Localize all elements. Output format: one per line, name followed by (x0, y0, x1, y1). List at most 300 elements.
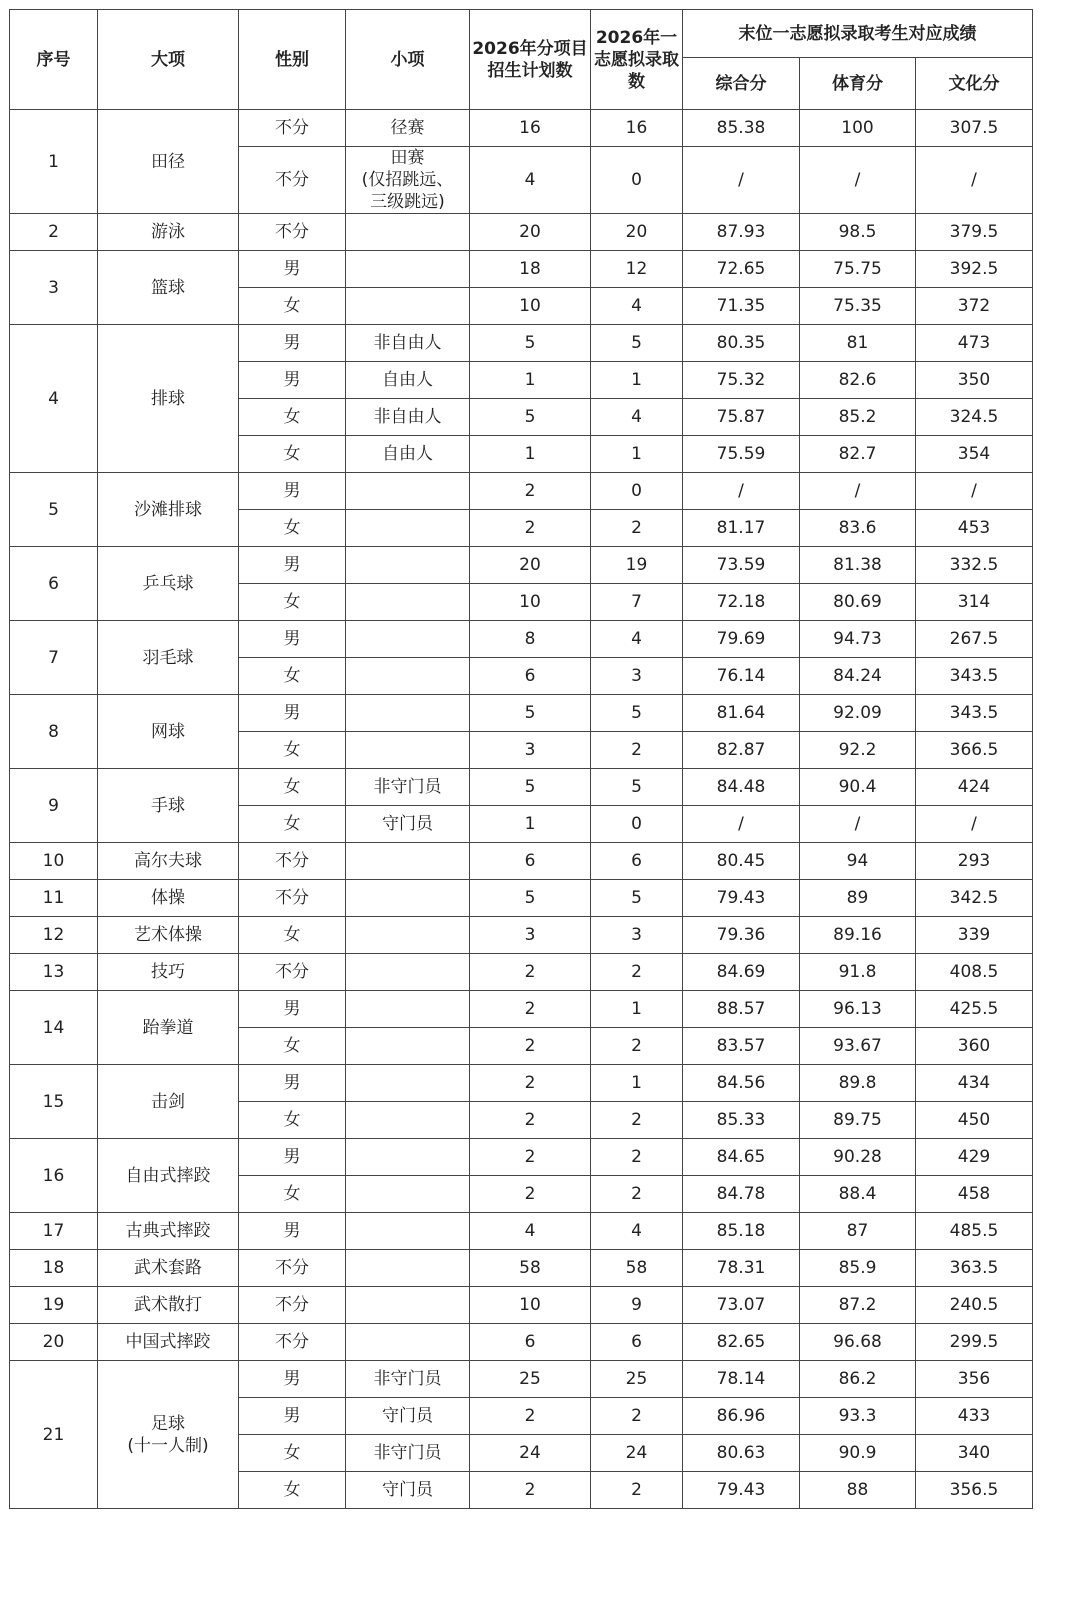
plan-cell: 24 (470, 1435, 591, 1472)
subitem-cell (346, 1065, 470, 1102)
total-score-cell: 88.57 (683, 991, 800, 1028)
total-score-cell: 81.64 (683, 695, 800, 732)
sport-score-cell: 96.13 (800, 991, 916, 1028)
admit-cell: 2 (591, 1176, 683, 1213)
subitem-cell (346, 917, 470, 954)
category-cell: 自由式摔跤 (98, 1139, 239, 1213)
gender-cell: 男 (239, 1213, 346, 1250)
total-score-cell: 75.32 (683, 362, 800, 399)
culture-score-cell: / (916, 147, 1033, 214)
subitem-cell: 守门员 (346, 806, 470, 843)
table-row (10, 1287, 1033, 1324)
admit-cell: 1 (591, 436, 683, 473)
culture-score-cell: 356.5 (916, 1472, 1033, 1509)
table-row (10, 843, 1033, 880)
sport-score-cell: 75.35 (800, 288, 916, 325)
plan-cell: 3 (470, 732, 591, 769)
subitem-cell (346, 954, 470, 991)
subitem-cell (346, 251, 470, 288)
sport-score-cell: / (800, 147, 916, 214)
header-total-score: 综合分 (683, 58, 800, 110)
plan-cell: 2 (470, 991, 591, 1028)
gender-cell: 女 (239, 658, 346, 695)
seq-cell: 17 (10, 1213, 98, 1250)
gender-cell: 不分 (239, 110, 346, 147)
header-gender: 性别 (239, 10, 346, 110)
seq-cell: 21 (10, 1361, 98, 1509)
plan-cell: 2 (470, 473, 591, 510)
culture-score-cell: 429 (916, 1139, 1033, 1176)
subitem-cell (346, 510, 470, 547)
seq-cell: 6 (10, 547, 98, 621)
culture-score-cell: 350 (916, 362, 1033, 399)
sport-score-cell: 92.2 (800, 732, 916, 769)
gender-cell: 不分 (239, 954, 346, 991)
total-score-cell: 79.43 (683, 1472, 800, 1509)
plan-cell: 6 (470, 1324, 591, 1361)
category-cell: 沙滩排球 (98, 473, 239, 547)
plan-cell: 2 (470, 954, 591, 991)
plan-cell: 5 (470, 325, 591, 362)
subitem-cell (346, 584, 470, 621)
seq-cell: 1 (10, 110, 98, 214)
culture-score-cell: 453 (916, 510, 1033, 547)
gender-cell: 女 (239, 399, 346, 436)
category-cell: 中国式摔跤 (98, 1324, 239, 1361)
sport-score-cell: 90.28 (800, 1139, 916, 1176)
gender-cell: 女 (239, 584, 346, 621)
admit-cell: 1 (591, 1065, 683, 1102)
sport-score-cell: 90.9 (800, 1435, 916, 1472)
gender-cell: 不分 (239, 880, 346, 917)
sport-score-cell: 81.38 (800, 547, 916, 584)
header-admit: 2026年一志愿拟录取数 (591, 10, 683, 110)
subitem-cell (346, 991, 470, 1028)
sport-score-cell: 88.4 (800, 1176, 916, 1213)
gender-cell: 男 (239, 1065, 346, 1102)
category-cell: 乒乓球 (98, 547, 239, 621)
culture-score-cell: 363.5 (916, 1250, 1033, 1287)
table-row (10, 917, 1033, 954)
admit-cell: 6 (591, 1324, 683, 1361)
plan-cell: 10 (470, 1287, 591, 1324)
admit-cell: 2 (591, 1398, 683, 1435)
seq-cell: 18 (10, 1250, 98, 1287)
culture-score-cell: 324.5 (916, 399, 1033, 436)
subitem-cell: 径赛 (346, 110, 470, 147)
subitem-cell: 田赛 (仅招跳远、 三级跳远) (346, 147, 470, 214)
admit-cell: 20 (591, 214, 683, 251)
admit-cell: 2 (591, 1472, 683, 1509)
total-score-cell: 84.65 (683, 1139, 800, 1176)
plan-cell: 6 (470, 843, 591, 880)
total-score-cell: 73.59 (683, 547, 800, 584)
culture-score-cell: / (916, 806, 1033, 843)
gender-cell: 男 (239, 547, 346, 584)
subitem-cell (346, 843, 470, 880)
table-row (10, 214, 1033, 251)
admit-cell: 19 (591, 547, 683, 584)
total-score-cell: 79.43 (683, 880, 800, 917)
seq-cell: 20 (10, 1324, 98, 1361)
plan-cell: 4 (470, 147, 591, 214)
subitem-cell (346, 732, 470, 769)
gender-cell: 女 (239, 1028, 346, 1065)
sport-score-cell: 92.09 (800, 695, 916, 732)
table-row (10, 954, 1033, 991)
plan-cell: 16 (470, 110, 591, 147)
seq-cell: 14 (10, 991, 98, 1065)
admit-cell: 0 (591, 473, 683, 510)
sport-score-cell: 91.8 (800, 954, 916, 991)
gender-cell: 男 (239, 695, 346, 732)
gender-cell: 女 (239, 806, 346, 843)
culture-score-cell: / (916, 473, 1033, 510)
subitem-cell: 非守门员 (346, 1361, 470, 1398)
category-cell: 体操 (98, 880, 239, 917)
admit-cell: 7 (591, 584, 683, 621)
admit-cell: 12 (591, 251, 683, 288)
admit-cell: 5 (591, 695, 683, 732)
sport-score-cell: 93.67 (800, 1028, 916, 1065)
admit-cell: 58 (591, 1250, 683, 1287)
culture-score-cell: 473 (916, 325, 1033, 362)
category-cell: 排球 (98, 325, 239, 473)
subitem-cell (346, 1028, 470, 1065)
sport-score-cell: 87 (800, 1213, 916, 1250)
plan-cell: 1 (470, 806, 591, 843)
sport-score-cell: 86.2 (800, 1361, 916, 1398)
seq-cell: 8 (10, 695, 98, 769)
seq-cell: 9 (10, 769, 98, 843)
table-row (10, 547, 1033, 584)
gender-cell: 女 (239, 732, 346, 769)
admit-cell: 4 (591, 1213, 683, 1250)
subitem-cell (346, 1102, 470, 1139)
category-cell: 击剑 (98, 1065, 239, 1139)
admit-cell: 4 (591, 621, 683, 658)
total-score-cell: 84.56 (683, 1065, 800, 1102)
admit-cell: 0 (591, 806, 683, 843)
table-row (10, 695, 1033, 732)
sport-score-cell: 96.68 (800, 1324, 916, 1361)
total-score-cell: 75.59 (683, 436, 800, 473)
plan-cell: 25 (470, 1361, 591, 1398)
gender-cell: 男 (239, 991, 346, 1028)
admit-cell: 1 (591, 362, 683, 399)
total-score-cell: 85.33 (683, 1102, 800, 1139)
subitem-cell (346, 880, 470, 917)
subitem-cell (346, 1250, 470, 1287)
plan-cell: 5 (470, 769, 591, 806)
header-plan: 2026年分项目招生计划数 (470, 10, 591, 110)
category-cell: 武术套路 (98, 1250, 239, 1287)
culture-score-cell: 424 (916, 769, 1033, 806)
gender-cell: 男 (239, 1139, 346, 1176)
admit-cell: 2 (591, 1028, 683, 1065)
gender-cell: 女 (239, 436, 346, 473)
subitem-cell (346, 621, 470, 658)
header-seq: 序号 (10, 10, 98, 110)
gender-cell: 不分 (239, 1287, 346, 1324)
table-body (10, 110, 1033, 1509)
culture-score-cell: 458 (916, 1176, 1033, 1213)
sport-score-cell: 89.8 (800, 1065, 916, 1102)
admit-cell: 6 (591, 843, 683, 880)
subitem-cell: 非守门员 (346, 769, 470, 806)
gender-cell: 女 (239, 510, 346, 547)
gender-cell: 不分 (239, 214, 346, 251)
category-cell: 手球 (98, 769, 239, 843)
plan-cell: 20 (470, 214, 591, 251)
category-cell: 古典式摔跤 (98, 1213, 239, 1250)
sport-score-cell: 81 (800, 325, 916, 362)
gender-cell: 男 (239, 1361, 346, 1398)
total-score-cell: 72.65 (683, 251, 800, 288)
subitem-cell (346, 695, 470, 732)
gender-cell: 女 (239, 1176, 346, 1213)
admit-cell: 4 (591, 288, 683, 325)
total-score-cell: 84.78 (683, 1176, 800, 1213)
plan-cell: 10 (470, 288, 591, 325)
admit-cell: 3 (591, 658, 683, 695)
culture-score-cell: 314 (916, 584, 1033, 621)
culture-score-cell: 408.5 (916, 954, 1033, 991)
plan-cell: 5 (470, 695, 591, 732)
admit-cell: 16 (591, 110, 683, 147)
admit-cell: 24 (591, 1435, 683, 1472)
total-score-cell: 78.14 (683, 1361, 800, 1398)
total-score-cell: 82.65 (683, 1324, 800, 1361)
total-score-cell: 72.18 (683, 584, 800, 621)
header-culture-score: 文化分 (916, 58, 1033, 110)
total-score-cell: 84.69 (683, 954, 800, 991)
table-row (10, 991, 1033, 1028)
admit-cell: 2 (591, 954, 683, 991)
plan-cell: 6 (470, 658, 591, 695)
culture-score-cell: 307.5 (916, 110, 1033, 147)
seq-cell: 19 (10, 1287, 98, 1324)
subitem-cell (346, 1324, 470, 1361)
seq-cell: 4 (10, 325, 98, 473)
gender-cell: 女 (239, 1472, 346, 1509)
admit-cell: 1 (591, 991, 683, 1028)
table-row (10, 621, 1033, 658)
subitem-cell: 守门员 (346, 1398, 470, 1435)
culture-score-cell: 366.5 (916, 732, 1033, 769)
plan-cell: 2 (470, 1065, 591, 1102)
subitem-cell: 非自由人 (346, 399, 470, 436)
sport-score-cell: 82.7 (800, 436, 916, 473)
subitem-cell (346, 214, 470, 251)
table-row (10, 1065, 1033, 1102)
header-category: 大项 (98, 10, 239, 110)
seq-cell: 16 (10, 1139, 98, 1213)
culture-score-cell: 240.5 (916, 1287, 1033, 1324)
admit-cell: 3 (591, 917, 683, 954)
culture-score-cell: 356 (916, 1361, 1033, 1398)
sport-score-cell: 93.3 (800, 1398, 916, 1435)
total-score-cell: 79.69 (683, 621, 800, 658)
total-score-cell: 78.31 (683, 1250, 800, 1287)
culture-score-cell: 485.5 (916, 1213, 1033, 1250)
plan-cell: 18 (470, 251, 591, 288)
culture-score-cell: 433 (916, 1398, 1033, 1435)
culture-score-cell: 392.5 (916, 251, 1033, 288)
seq-cell: 10 (10, 843, 98, 880)
sport-score-cell: 94.73 (800, 621, 916, 658)
gender-cell: 男 (239, 1398, 346, 1435)
plan-cell: 20 (470, 547, 591, 584)
gender-cell: 男 (239, 251, 346, 288)
sport-score-cell: 80.69 (800, 584, 916, 621)
sport-score-cell: 85.9 (800, 1250, 916, 1287)
subitem-cell: 自由人 (346, 362, 470, 399)
table-row (10, 769, 1033, 806)
total-score-cell: 73.07 (683, 1287, 800, 1324)
sport-score-cell: 85.2 (800, 399, 916, 436)
admit-cell: 0 (591, 147, 683, 214)
admit-cell: 9 (591, 1287, 683, 1324)
subitem-cell (346, 658, 470, 695)
culture-score-cell: 332.5 (916, 547, 1033, 584)
table-row (10, 880, 1033, 917)
total-score-cell: 71.35 (683, 288, 800, 325)
plan-cell: 2 (470, 1028, 591, 1065)
plan-cell: 10 (470, 584, 591, 621)
gender-cell: 女 (239, 769, 346, 806)
gender-cell: 男 (239, 621, 346, 658)
sport-score-cell: 84.24 (800, 658, 916, 695)
plan-cell: 2 (470, 1176, 591, 1213)
total-score-cell: / (683, 473, 800, 510)
plan-cell: 2 (470, 1398, 591, 1435)
sport-score-cell: 82.6 (800, 362, 916, 399)
total-score-cell: / (683, 147, 800, 214)
table-row (10, 110, 1033, 147)
sport-score-cell: 90.4 (800, 769, 916, 806)
culture-score-cell: 434 (916, 1065, 1033, 1102)
header-score-group: 末位一志愿拟录取考生对应成绩 (683, 10, 1033, 58)
admit-cell: 2 (591, 1139, 683, 1176)
category-cell: 艺术体操 (98, 917, 239, 954)
category-cell: 足球 (十一人制) (98, 1361, 239, 1509)
subitem-cell (346, 1176, 470, 1213)
culture-score-cell: 372 (916, 288, 1033, 325)
category-cell: 高尔夫球 (98, 843, 239, 880)
culture-score-cell: 425.5 (916, 991, 1033, 1028)
sport-score-cell: 89.16 (800, 917, 916, 954)
culture-score-cell: 360 (916, 1028, 1033, 1065)
sport-score-cell: 94 (800, 843, 916, 880)
table-row (10, 1213, 1033, 1250)
gender-cell: 不分 (239, 1250, 346, 1287)
culture-score-cell: 450 (916, 1102, 1033, 1139)
plan-cell: 2 (470, 510, 591, 547)
plan-cell: 2 (470, 1102, 591, 1139)
gender-cell: 不分 (239, 843, 346, 880)
category-cell: 跆拳道 (98, 991, 239, 1065)
category-cell: 游泳 (98, 214, 239, 251)
table-row (10, 473, 1033, 510)
admit-cell: 4 (591, 399, 683, 436)
table-row (10, 325, 1033, 362)
seq-cell: 11 (10, 880, 98, 917)
gender-cell: 男 (239, 325, 346, 362)
plan-cell: 4 (470, 1213, 591, 1250)
total-score-cell: 75.87 (683, 399, 800, 436)
sport-score-cell: 89.75 (800, 1102, 916, 1139)
plan-cell: 1 (470, 436, 591, 473)
gender-cell: 女 (239, 917, 346, 954)
gender-cell: 女 (239, 288, 346, 325)
admission-score-table (9, 9, 1033, 1509)
total-score-cell: 82.87 (683, 732, 800, 769)
sport-score-cell: / (800, 473, 916, 510)
sport-score-cell: 83.6 (800, 510, 916, 547)
subitem-cell: 守门员 (346, 1472, 470, 1509)
admit-cell: 2 (591, 1102, 683, 1139)
total-score-cell: 80.45 (683, 843, 800, 880)
category-cell: 网球 (98, 695, 239, 769)
plan-cell: 8 (470, 621, 591, 658)
subitem-cell: 非自由人 (346, 325, 470, 362)
total-score-cell: 84.48 (683, 769, 800, 806)
culture-score-cell: 339 (916, 917, 1033, 954)
table-header (10, 10, 1033, 110)
sport-score-cell: 75.75 (800, 251, 916, 288)
plan-cell: 58 (470, 1250, 591, 1287)
seq-cell: 12 (10, 917, 98, 954)
gender-cell: 不分 (239, 1324, 346, 1361)
culture-score-cell: 342.5 (916, 880, 1033, 917)
sport-score-cell: 87.2 (800, 1287, 916, 1324)
gender-cell: 不分 (239, 147, 346, 214)
total-score-cell: / (683, 806, 800, 843)
sport-score-cell: 98.5 (800, 214, 916, 251)
subitem-cell (346, 547, 470, 584)
table-row (10, 1139, 1033, 1176)
plan-cell: 2 (470, 1139, 591, 1176)
category-cell: 田径 (98, 110, 239, 214)
category-cell: 技巧 (98, 954, 239, 991)
culture-score-cell: 343.5 (916, 658, 1033, 695)
culture-score-cell: 340 (916, 1435, 1033, 1472)
plan-cell: 2 (470, 1472, 591, 1509)
culture-score-cell: 299.5 (916, 1324, 1033, 1361)
total-score-cell: 80.63 (683, 1435, 800, 1472)
subitem-cell: 非守门员 (346, 1435, 470, 1472)
gender-cell: 女 (239, 1102, 346, 1139)
admit-cell: 2 (591, 510, 683, 547)
table-row (10, 1361, 1033, 1398)
sport-score-cell: 88 (800, 1472, 916, 1509)
culture-score-cell: 379.5 (916, 214, 1033, 251)
category-cell: 篮球 (98, 251, 239, 325)
culture-score-cell: 354 (916, 436, 1033, 473)
total-score-cell: 81.17 (683, 510, 800, 547)
header-sport-score: 体育分 (800, 58, 916, 110)
total-score-cell: 80.35 (683, 325, 800, 362)
plan-cell: 5 (470, 399, 591, 436)
gender-cell: 女 (239, 1435, 346, 1472)
header-subitem: 小项 (346, 10, 470, 110)
seq-cell: 7 (10, 621, 98, 695)
total-score-cell: 83.57 (683, 1028, 800, 1065)
sport-score-cell: 100 (800, 110, 916, 147)
total-score-cell: 76.14 (683, 658, 800, 695)
plan-cell: 1 (470, 362, 591, 399)
